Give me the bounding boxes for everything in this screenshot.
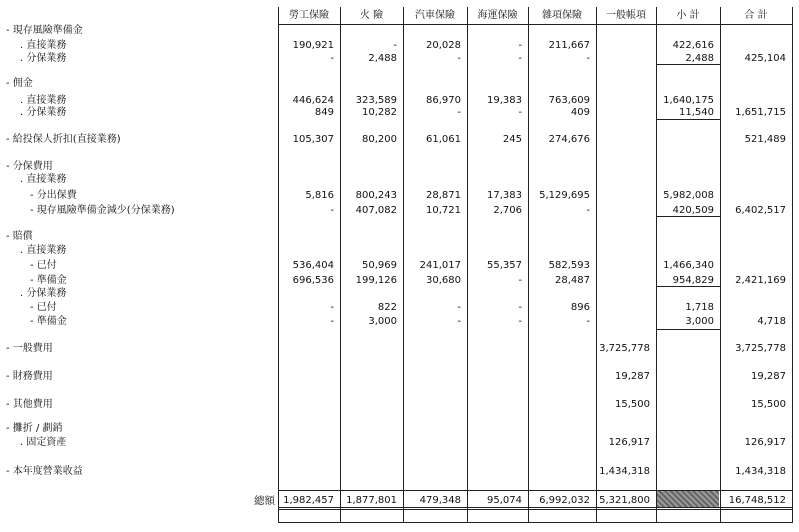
- table-cell: 4,718: [757, 316, 786, 327]
- row-label: . 分保業務: [20, 53, 67, 64]
- row-label: - 其他費用: [6, 399, 53, 410]
- row-label: - 分保費用: [6, 161, 53, 172]
- table-cell: 11,540: [679, 107, 714, 118]
- table-cell: -: [518, 275, 522, 286]
- table-cell: 190,921: [292, 40, 334, 51]
- table-cell: 696,536: [292, 275, 334, 286]
- subtotal-rule: [656, 329, 720, 330]
- table-cell: 105,307: [292, 134, 334, 145]
- row-label: - 賠償: [6, 231, 33, 242]
- table-cell: 55,357: [487, 260, 522, 271]
- table-cell: 2,706: [493, 205, 522, 216]
- table-cell: 50,969: [362, 260, 397, 271]
- table-cell: 19,287: [615, 371, 650, 382]
- row-label: - 分出保費: [30, 190, 77, 201]
- row-label: . 直接業務: [20, 95, 67, 106]
- column-header: 雜項保險: [542, 10, 582, 21]
- row-label: - 給投保人折扣(直接業務): [6, 134, 121, 145]
- table-cell: 15,500: [615, 399, 650, 410]
- row-label: - 已付: [30, 260, 57, 271]
- table-cell: 15,500: [751, 399, 786, 410]
- table-cell: 126,917: [608, 437, 650, 448]
- table-cell: 1,651,715: [735, 107, 786, 118]
- column-header: 小 計: [676, 10, 700, 21]
- table-cell: 80,200: [362, 134, 397, 145]
- row-label: - 現存風險準備金減少(分保業務): [30, 205, 175, 216]
- table-cell: -: [518, 53, 522, 64]
- row-label: . 固定資產: [20, 437, 67, 448]
- table-cell: 28,871: [426, 190, 461, 201]
- total-cell: 16,748,512: [728, 495, 786, 506]
- table-cell: 3,725,778: [599, 343, 650, 354]
- total-cell: 1,877,801: [346, 495, 397, 506]
- table-cell: -: [586, 316, 590, 327]
- total-cell: 479,348: [419, 495, 461, 506]
- subtotal-rule: [656, 119, 720, 120]
- table-cell: 245: [502, 134, 522, 145]
- table-cell: 407,082: [355, 205, 397, 216]
- table-cell: -: [586, 53, 590, 64]
- row-label: . 分保業務: [20, 107, 67, 118]
- table-cell: -: [518, 40, 522, 51]
- table-cell: 274,676: [548, 134, 590, 145]
- table-cell: -: [330, 302, 334, 313]
- table-cell: 446,624: [292, 95, 334, 106]
- table-cell: 1,640,175: [663, 95, 714, 106]
- table-cell: 409: [570, 107, 590, 118]
- row-label: . 直接業務: [20, 174, 67, 185]
- total-cell: 95,074: [487, 495, 522, 506]
- table-cell: -: [586, 205, 590, 216]
- row-label: . 分保業務: [20, 288, 67, 299]
- total-cell: 6,992,032: [539, 495, 590, 506]
- row-label: - 財務費用: [6, 371, 53, 382]
- table-cell: 896: [570, 302, 590, 313]
- row-label: - 攤折 / 劃銷: [6, 423, 63, 434]
- table-cell: -: [330, 316, 334, 327]
- table-cell: 3,000: [368, 316, 397, 327]
- total-rule: [278, 522, 793, 523]
- table-cell: 763,609: [548, 95, 590, 106]
- table-cell: -: [393, 40, 397, 51]
- table-cell: 323,589: [355, 95, 397, 106]
- total-label: 總額: [254, 495, 275, 507]
- table-cell: 30,680: [426, 275, 461, 286]
- table-cell: 19,287: [751, 371, 786, 382]
- table-cell: 5,816: [305, 190, 334, 201]
- table-cell: 3,000: [685, 316, 714, 327]
- table-cell: 17,383: [487, 190, 522, 201]
- table-cell: 800,243: [355, 190, 397, 201]
- column-header: 火 險: [359, 10, 384, 21]
- table-cell: 1,434,318: [599, 466, 650, 477]
- table-cell: 5,982,008: [663, 190, 714, 201]
- table-cell: -: [330, 53, 334, 64]
- table-cell: 1,466,340: [663, 260, 714, 271]
- column-header: 一般帳項: [606, 10, 646, 21]
- row-label: - 一般費用: [6, 343, 53, 354]
- table-cell: 199,126: [355, 275, 397, 286]
- table-cell: -: [457, 107, 461, 118]
- table-cell: 422,616: [672, 40, 714, 51]
- row-label: - 已付: [30, 302, 57, 313]
- table-cell: -: [518, 302, 522, 313]
- table-cell: 61,061: [426, 134, 461, 145]
- total-cell: 1,982,457: [283, 495, 334, 506]
- table-cell: 1,434,318: [735, 466, 786, 477]
- column-header: 勞工保險: [289, 10, 329, 21]
- header-rule: [278, 24, 793, 25]
- table-cell: 5,129,695: [539, 190, 590, 201]
- table-cell: -: [330, 205, 334, 216]
- table-cell: 420,509: [672, 205, 714, 216]
- table-cell: -: [518, 107, 522, 118]
- table-cell: 954,829: [672, 275, 714, 286]
- table-cell: 86,970: [426, 95, 461, 106]
- table-cell: 521,489: [744, 134, 786, 145]
- table-cell: 536,404: [292, 260, 334, 271]
- table-cell: 2,421,169: [735, 275, 786, 286]
- table-cell: 3,725,778: [735, 343, 786, 354]
- table-cell: 126,917: [744, 437, 786, 448]
- column-header: 合 計: [744, 10, 768, 21]
- table-cell: -: [457, 53, 461, 64]
- total-rule: [278, 509, 793, 510]
- column-header: 海運保險: [477, 10, 518, 21]
- table-cell: -: [518, 316, 522, 327]
- table-cell: 19,383: [487, 95, 522, 106]
- table-cell: 2,488: [685, 53, 714, 64]
- column-rule: [792, 7, 793, 523]
- table-cell: -: [457, 316, 461, 327]
- table-cell: -: [457, 302, 461, 313]
- table-cell: 241,017: [419, 260, 461, 271]
- table-cell: 10,282: [362, 107, 397, 118]
- total-cell: 5,321,800: [599, 495, 650, 506]
- table-cell: 849: [314, 107, 334, 118]
- table-cell: 2,488: [368, 53, 397, 64]
- row-label: . 直接業務: [20, 245, 67, 256]
- row-label: - 準備金: [30, 275, 67, 286]
- table-cell: 28,487: [555, 275, 590, 286]
- row-label: . 直接業務: [20, 40, 67, 51]
- row-label: - 準備金: [30, 316, 67, 327]
- table-cell: 6,402,517: [735, 205, 786, 216]
- table-cell: 10,721: [426, 205, 461, 216]
- row-label: - 本年度營業收益: [6, 466, 83, 477]
- table-cell: 20,028: [426, 40, 461, 51]
- row-label: - 現存風險準備金: [6, 25, 83, 36]
- table-cell: 425,104: [744, 53, 786, 64]
- table-cell: 211,667: [548, 40, 590, 51]
- table-cell: 822: [377, 302, 397, 313]
- table-cell: 582,593: [548, 260, 590, 271]
- total-rule: [278, 507, 793, 508]
- shaded-cell: [657, 491, 719, 507]
- column-header: 汽車保險: [415, 10, 455, 21]
- row-label: - 佣金: [6, 78, 33, 89]
- table-cell: 1,718: [685, 302, 714, 313]
